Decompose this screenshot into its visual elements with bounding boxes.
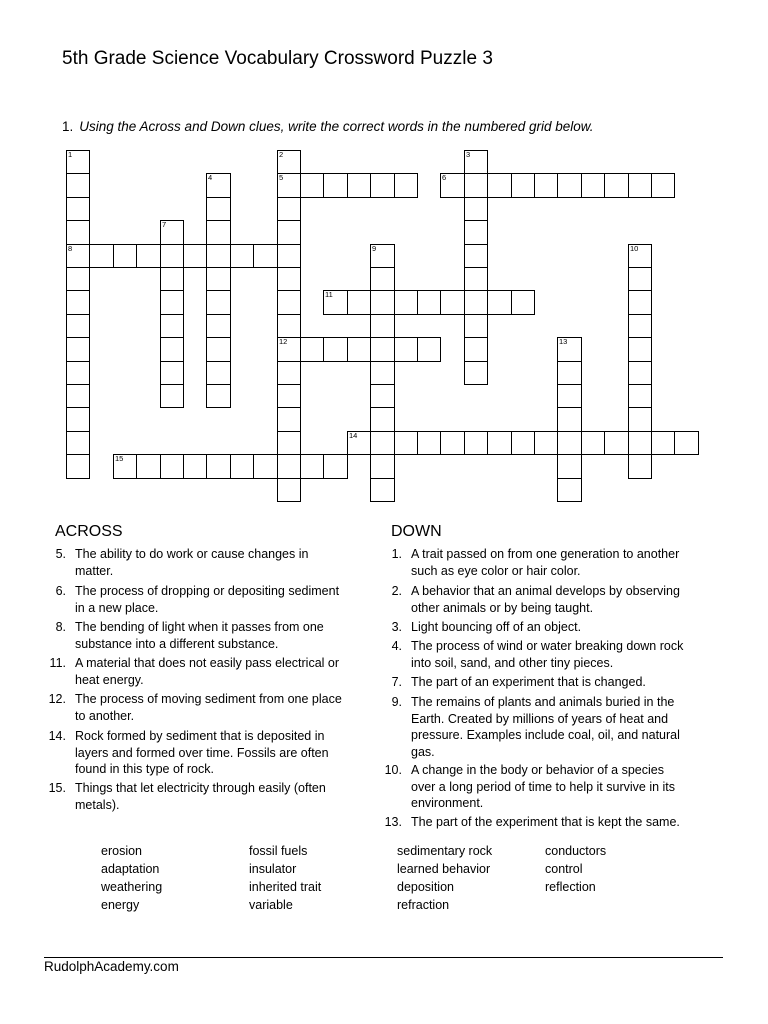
grid-cell[interactable] bbox=[206, 267, 231, 291]
grid-cell[interactable] bbox=[604, 173, 629, 198]
grid-cell[interactable] bbox=[511, 173, 535, 198]
clue-text-line: substance into a different substance. bbox=[75, 636, 279, 651]
grid-cell[interactable] bbox=[300, 454, 324, 479]
down-heading: DOWN bbox=[391, 523, 442, 540]
clue-number: 4. bbox=[391, 639, 402, 653]
word-bank-term: fossil fuels bbox=[249, 844, 308, 858]
grid-cell[interactable] bbox=[511, 290, 535, 315]
grid-cell[interactable] bbox=[464, 173, 488, 198]
clue-number: 8 bbox=[68, 244, 73, 253]
grid-cell[interactable] bbox=[206, 244, 231, 268]
grid-cell[interactable] bbox=[557, 407, 582, 432]
grid-cell[interactable] bbox=[89, 244, 114, 268]
grid-cell[interactable] bbox=[136, 454, 161, 479]
grid-cell[interactable] bbox=[394, 173, 418, 198]
clue-number: 1. bbox=[391, 547, 402, 561]
grid-cell[interactable] bbox=[487, 290, 512, 315]
clue-number: 3. bbox=[391, 620, 402, 634]
grid-cell[interactable] bbox=[581, 173, 605, 198]
grid-cell[interactable] bbox=[628, 267, 652, 291]
grid-cell[interactable] bbox=[651, 173, 675, 198]
clue-number: 13. bbox=[384, 815, 402, 829]
clue-text-line: Things that let electricity through easily (often bbox=[75, 781, 326, 795]
clue-text-line: The remains of plants and animals buried in the bbox=[411, 695, 675, 709]
grid-cell[interactable] bbox=[347, 173, 371, 198]
grid-cell[interactable] bbox=[323, 337, 348, 362]
grid-cell[interactable] bbox=[66, 337, 90, 362]
word-bank-term: conductors bbox=[545, 844, 607, 858]
grid-cell[interactable] bbox=[160, 361, 184, 385]
clue-text-line: The ability to do work or cause changes in bbox=[75, 547, 309, 561]
clue-text-line: Light bouncing off of an object. bbox=[411, 620, 582, 634]
grid-cell[interactable] bbox=[347, 431, 371, 455]
grid-cell[interactable] bbox=[66, 290, 90, 315]
clue-text-line: The part of an experiment that is changed. bbox=[411, 675, 646, 689]
grid-cell[interactable] bbox=[277, 384, 301, 408]
grid-cell[interactable] bbox=[277, 290, 301, 315]
grid-cell[interactable] bbox=[394, 290, 418, 315]
grid-cell[interactable] bbox=[487, 173, 512, 198]
clue-text-line: matter. bbox=[75, 563, 114, 578]
grid-cell[interactable] bbox=[370, 337, 395, 362]
grid-cell[interactable] bbox=[464, 361, 488, 385]
grid-cell[interactable] bbox=[66, 454, 90, 479]
grid-cell[interactable] bbox=[370, 267, 395, 291]
grid-cell[interactable] bbox=[464, 290, 488, 315]
grid-cell[interactable] bbox=[557, 337, 582, 362]
word-bank-term: sedimentary rock bbox=[397, 844, 493, 858]
grid-cell[interactable] bbox=[370, 407, 395, 432]
clue-number: 11 bbox=[325, 290, 333, 299]
clue-number: 15 bbox=[115, 454, 124, 463]
grid-cell[interactable] bbox=[136, 244, 161, 268]
grid-cell[interactable] bbox=[370, 290, 395, 315]
grid-cell[interactable] bbox=[440, 290, 465, 315]
grid-cell[interactable] bbox=[628, 290, 652, 315]
word-bank-term: erosion bbox=[101, 844, 142, 858]
grid-cell[interactable] bbox=[66, 220, 90, 245]
clue-text-line: metals). bbox=[75, 797, 120, 812]
grid-cell[interactable] bbox=[160, 337, 184, 362]
clue-text-line: A material that does not easily pass electrical or bbox=[75, 656, 340, 670]
grid-cell[interactable] bbox=[206, 384, 231, 408]
grid-cell[interactable] bbox=[440, 173, 465, 198]
grid-cell[interactable] bbox=[300, 173, 324, 198]
grid-cell[interactable] bbox=[277, 267, 301, 291]
grid-cell[interactable] bbox=[628, 384, 652, 408]
grid-cell[interactable] bbox=[113, 454, 137, 479]
word-bank-term: adaptation bbox=[101, 862, 160, 876]
grid-cell[interactable] bbox=[511, 431, 535, 455]
grid-cell[interactable] bbox=[417, 337, 441, 362]
grid-cell[interactable] bbox=[66, 314, 90, 338]
grid-cell[interactable] bbox=[206, 454, 231, 479]
instruction-number: 1. bbox=[62, 119, 74, 134]
grid-cell[interactable] bbox=[66, 407, 90, 432]
grid-cell[interactable] bbox=[230, 454, 254, 479]
grid-cell[interactable] bbox=[347, 337, 371, 362]
grid-cell[interactable] bbox=[277, 173, 301, 198]
clue-text-line: A behavior that an animal develops by observing bbox=[411, 584, 680, 598]
grid-cell[interactable] bbox=[277, 314, 301, 338]
word-bank-term: energy bbox=[101, 898, 140, 912]
clue-text-line: such as eye color or hair color. bbox=[411, 563, 581, 578]
clue-number: 9 bbox=[372, 244, 377, 253]
grid-cell[interactable] bbox=[277, 478, 301, 502]
clue-number: 5 bbox=[279, 173, 284, 182]
word-bank-term: learned behavior bbox=[397, 862, 491, 876]
clue-text-line: Rock formed by sediment that is deposited in bbox=[75, 729, 325, 743]
grid-cell[interactable] bbox=[66, 173, 90, 198]
clue-number: 8. bbox=[55, 620, 66, 634]
grid-cell[interactable] bbox=[300, 337, 324, 362]
clue-number: 7. bbox=[391, 675, 402, 689]
clue-text-line: environment. bbox=[411, 796, 484, 810]
clue-number: 9. bbox=[391, 695, 402, 709]
clue-number: 10 bbox=[630, 244, 639, 253]
grid-cell[interactable] bbox=[557, 454, 582, 479]
clue-number: 1 bbox=[68, 150, 73, 159]
word-bank-term: inherited trait bbox=[249, 880, 322, 894]
grid-cell[interactable] bbox=[651, 431, 675, 455]
clue-number: 13 bbox=[559, 337, 568, 346]
grid-cell[interactable] bbox=[323, 454, 348, 479]
clue-text-line: to another. bbox=[75, 708, 135, 723]
grid-cell[interactable] bbox=[674, 431, 699, 455]
grid-cell[interactable] bbox=[628, 314, 652, 338]
grid-cell[interactable] bbox=[440, 431, 465, 455]
grid-cell[interactable] bbox=[160, 290, 184, 315]
grid-cell[interactable] bbox=[183, 244, 207, 268]
clue-number: 2 bbox=[279, 150, 284, 159]
grid-cell[interactable] bbox=[206, 173, 231, 198]
word-bank-term: weathering bbox=[101, 880, 163, 894]
grid-cell[interactable] bbox=[557, 173, 582, 198]
grid-cell[interactable] bbox=[277, 150, 301, 174]
grid-cell[interactable] bbox=[66, 150, 90, 174]
word-bank-term: control bbox=[545, 862, 583, 876]
clue-text-line: The bending of light when it passes from one bbox=[75, 620, 324, 634]
grid-cell[interactable] bbox=[277, 244, 301, 268]
clue-text-line: heat energy. bbox=[75, 672, 144, 687]
grid-cell[interactable] bbox=[160, 314, 184, 338]
clue-number: 5. bbox=[55, 547, 66, 561]
clue-text-line: The part of the experiment that is kept the same. bbox=[411, 815, 680, 829]
grid-cell[interactable] bbox=[206, 290, 231, 315]
grid-cell[interactable] bbox=[160, 384, 184, 408]
grid-cell[interactable] bbox=[628, 431, 652, 455]
grid-cell[interactable] bbox=[581, 431, 605, 455]
clue-text-line: over a long period of time to help it survive in its bbox=[411, 779, 676, 794]
grid-cell[interactable] bbox=[277, 361, 301, 385]
grid-cell[interactable] bbox=[66, 197, 90, 221]
grid-cell[interactable] bbox=[370, 454, 395, 479]
clue-text-line: The process of dropping or depositing sediment bbox=[75, 584, 340, 598]
grid-cell[interactable] bbox=[253, 454, 278, 479]
grid-cell[interactable] bbox=[557, 478, 582, 502]
grid-cell[interactable] bbox=[230, 244, 254, 268]
grid-cell[interactable] bbox=[323, 173, 348, 198]
clue-number: 10. bbox=[384, 763, 402, 777]
grid-cell[interactable] bbox=[66, 431, 90, 455]
grid-cell[interactable] bbox=[557, 431, 582, 455]
clue-text-line: A trait passed on from one generation to another bbox=[411, 547, 680, 561]
footer-divider bbox=[44, 957, 723, 958]
clue-number: 6. bbox=[55, 584, 66, 598]
grid-cell[interactable] bbox=[206, 197, 231, 221]
word-bank-term: reflection bbox=[545, 880, 596, 894]
grid-cell[interactable] bbox=[370, 244, 395, 268]
grid-cell[interactable] bbox=[557, 384, 582, 408]
grid-cell[interactable] bbox=[370, 431, 395, 455]
grid-cell[interactable] bbox=[113, 244, 137, 268]
grid-cell[interactable] bbox=[160, 220, 184, 245]
grid-cell[interactable] bbox=[370, 478, 395, 502]
clue-text-line: gas. bbox=[411, 744, 435, 759]
grid-cell[interactable] bbox=[417, 290, 441, 315]
footer-credit: RudolphAcademy.com bbox=[44, 959, 179, 974]
clue-text-line: The process of wind or water breaking down rock bbox=[411, 639, 684, 653]
page-title: 5th Grade Science Vocabulary Crossword Puzzle 3 bbox=[62, 48, 493, 69]
grid-cell[interactable] bbox=[370, 314, 395, 338]
grid-cell[interactable] bbox=[628, 407, 652, 432]
grid-cell[interactable] bbox=[417, 431, 441, 455]
grid-cell[interactable] bbox=[464, 314, 488, 338]
grid-cell[interactable] bbox=[487, 431, 512, 455]
grid-cell[interactable] bbox=[206, 337, 231, 362]
grid-cell[interactable] bbox=[277, 197, 301, 221]
grid-cell[interactable] bbox=[394, 337, 418, 362]
grid-cell[interactable] bbox=[66, 361, 90, 385]
grid-cell[interactable] bbox=[604, 431, 629, 455]
instruction-text: Using the Across and Down clues, write the correct words in the numbered grid below. bbox=[79, 119, 594, 134]
grid-cell[interactable] bbox=[628, 454, 652, 479]
word-bank-term: insulator bbox=[249, 862, 297, 876]
grid-cell[interactable] bbox=[534, 173, 558, 198]
grid-cell[interactable] bbox=[323, 290, 348, 315]
clue-text-line: found in this type of rock. bbox=[75, 762, 214, 776]
grid-cell[interactable] bbox=[277, 337, 301, 362]
grid-cell[interactable] bbox=[370, 361, 395, 385]
grid-cell[interactable] bbox=[628, 173, 652, 198]
grid-cell[interactable] bbox=[277, 431, 301, 455]
word-bank-term: deposition bbox=[397, 880, 454, 894]
grid-cell[interactable] bbox=[66, 244, 90, 268]
clue-text-line: pressure. Examples include coal, oil, and natural bbox=[411, 728, 680, 742]
clue-number: 12 bbox=[279, 337, 288, 346]
across-heading: ACROSS bbox=[55, 523, 123, 540]
clue-number: 15. bbox=[48, 781, 66, 795]
grid-cell[interactable] bbox=[206, 314, 231, 338]
grid-cell[interactable] bbox=[160, 244, 184, 268]
clue-text-line: into soil, sand, and other tiny pieces. bbox=[411, 655, 614, 670]
clue-number: 14 bbox=[349, 431, 358, 440]
grid-cell[interactable] bbox=[628, 337, 652, 362]
clue-number: 14. bbox=[48, 729, 66, 743]
grid-cell[interactable] bbox=[534, 431, 558, 455]
clue-number: 4 bbox=[208, 173, 213, 182]
grid-cell[interactable] bbox=[464, 197, 488, 221]
word-bank-term: refraction bbox=[397, 898, 450, 912]
clue-number: 3 bbox=[466, 150, 471, 159]
grid-cell[interactable] bbox=[464, 220, 488, 245]
grid-cell[interactable] bbox=[277, 220, 301, 245]
clue-text-line: A change in the body or behavior of a species bbox=[411, 763, 664, 777]
grid-cell[interactable] bbox=[557, 361, 582, 385]
grid-cell[interactable] bbox=[253, 244, 278, 268]
grid-cell[interactable] bbox=[277, 407, 301, 432]
grid-cell[interactable] bbox=[628, 361, 652, 385]
clue-text-line: other animals or by being taught. bbox=[411, 600, 594, 615]
grid-cell[interactable] bbox=[394, 431, 418, 455]
grid-cell[interactable] bbox=[347, 290, 371, 315]
grid-cell[interactable] bbox=[464, 244, 488, 268]
grid-cell[interactable] bbox=[183, 454, 207, 479]
grid-cell[interactable] bbox=[277, 454, 301, 479]
grid-cell[interactable] bbox=[206, 220, 231, 245]
grid-cell[interactable] bbox=[464, 150, 488, 174]
clue-number: 7 bbox=[162, 220, 167, 229]
grid-cell[interactable] bbox=[66, 384, 90, 408]
grid-cell[interactable] bbox=[370, 384, 395, 408]
grid-cell[interactable] bbox=[464, 431, 488, 455]
clue-text-line: The process of moving sediment from one place bbox=[75, 692, 342, 706]
clue-number: 11. bbox=[49, 656, 66, 670]
clue-number: 2. bbox=[391, 584, 402, 598]
grid-cell[interactable] bbox=[464, 267, 488, 291]
clue-number: 6 bbox=[442, 173, 447, 182]
clue-number: 12. bbox=[48, 692, 66, 706]
grid-cell[interactable] bbox=[66, 267, 90, 291]
grid-cell[interactable] bbox=[628, 244, 652, 268]
clue-text-line: layers and formed over time. Fossils are often bbox=[75, 745, 329, 760]
grid-cell[interactable] bbox=[206, 361, 231, 385]
clue-text-line: in a new place. bbox=[75, 600, 159, 615]
grid-cell[interactable] bbox=[464, 337, 488, 362]
grid-cell[interactable] bbox=[370, 173, 395, 198]
word-bank-term: variable bbox=[249, 898, 293, 912]
clue-text-line: Earth. Created by millions of years of heat and bbox=[411, 711, 669, 726]
grid-cell[interactable] bbox=[160, 267, 184, 291]
grid-cell[interactable] bbox=[160, 454, 184, 479]
